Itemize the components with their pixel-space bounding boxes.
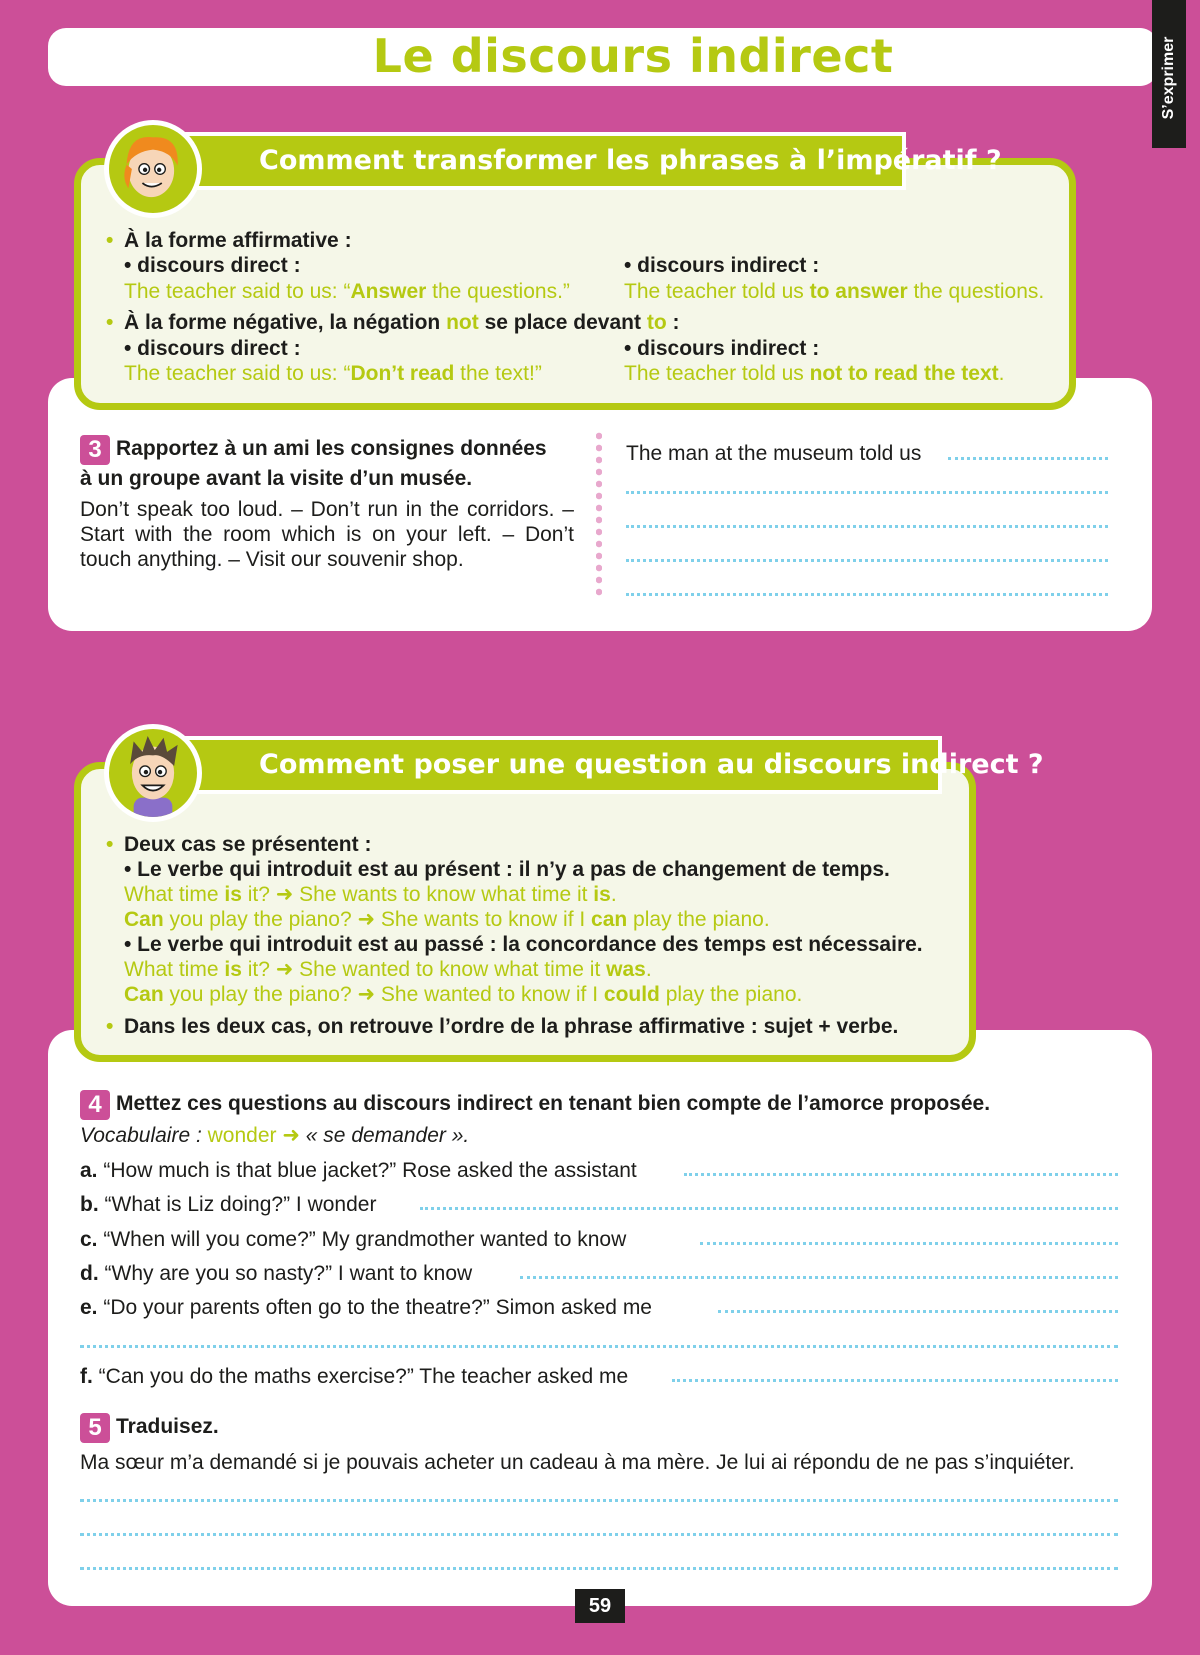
case1-example1: What time is it? ➜ She wants to know what time it is. <box>124 883 617 906</box>
item-b: b. “What is Liz doing?” I wonder <box>80 1193 377 1216</box>
bullet-icon: • <box>106 229 114 252</box>
answer-line[interactable] <box>80 1345 1118 1348</box>
item-a: a. “How much is that blue jacket?” Rose asked the assistant <box>80 1159 637 1182</box>
negative-indirect-label: • discours indirect : <box>624 337 820 360</box>
exercise5-text: Ma sœur m’a demandé si je pouvais acheter un cadeau à ma mère. Je lui ai répondu de ne pas s’inquiéter. <box>80 1451 1075 1474</box>
banner-questions: Comment poser une question au discours indirect ? <box>150 736 942 794</box>
questions-intro: • Deux cas se présentent : <box>106 833 372 856</box>
exercise4-number: 4 <box>80 1090 110 1120</box>
exercise3-number: 3 <box>80 435 110 465</box>
page-number: 59 <box>575 1589 625 1623</box>
affirmative-direct-label: • discours direct : <box>124 254 301 277</box>
avatar-boy-icon <box>104 724 202 822</box>
page-title: Le discours indirect <box>372 29 894 83</box>
answer-line[interactable] <box>520 1276 1118 1279</box>
title-bar <box>48 28 1158 86</box>
side-tab <box>1152 0 1186 148</box>
column-divider <box>596 430 602 600</box>
avatar-girl-icon <box>104 120 202 218</box>
affirmative-indirect-label: • discours indirect : <box>624 254 820 277</box>
answer-line[interactable] <box>684 1173 1118 1176</box>
negative-heading: • À la forme négative, la négation not se place devant to : <box>106 311 680 334</box>
negative-indirect-example: The teacher told us not to read the text. <box>624 362 1005 385</box>
exercise3-answer-start: The man at the museum told us <box>626 442 922 465</box>
answer-line[interactable] <box>80 1567 1118 1570</box>
case1: • Le verbe qui introduit est au présent : il n’y a pas de changement de temps. <box>124 858 890 881</box>
negative-direct-label: • discours direct : <box>124 337 301 360</box>
exercise5-instruction: 5 Traduisez. <box>80 1413 219 1443</box>
case2: • Le verbe qui introduit est au passé : la concordance des temps est nécessaire. <box>124 933 923 956</box>
answer-line[interactable] <box>420 1207 1118 1210</box>
answer-line[interactable] <box>626 525 1108 528</box>
side-tab-label: S’exprimer <box>1160 36 1177 120</box>
exercise4-instruction: 4 Mettez ces questions au discours indirect en tenant bien compte de l’amorce proposée. <box>80 1090 990 1120</box>
item-d: d. “Why are you so nasty?” I want to know <box>80 1262 473 1285</box>
bullet-icon: • <box>106 833 114 856</box>
answer-line[interactable] <box>948 457 1108 460</box>
case1-example2: Can you play the piano? ➜ She wants to know if I can play the piano. <box>124 908 770 931</box>
affirmative-heading: • À la forme affirmative : <box>106 229 352 252</box>
answer-line[interactable] <box>672 1379 1118 1382</box>
answer-line[interactable] <box>626 593 1108 596</box>
item-c: c. “When will you come?” My grandmother wanted to know <box>80 1228 627 1251</box>
affirmative-direct-example: The teacher said to us: “Answer the questions.” <box>124 280 570 303</box>
exercise5-number: 5 <box>80 1413 110 1443</box>
exercise4-vocab: Vocabulaire : wonder ➜ « se demander ». <box>80 1124 470 1147</box>
exercise3-instruction: 3 Rapportez à un ami les consignes données <box>80 435 547 465</box>
bullet-icon: • <box>106 311 114 334</box>
case2-example1: What time is it? ➜ She wanted to know what time it was. <box>124 958 652 981</box>
affirmative-indirect-example: The teacher told us to answer the questions. <box>624 280 1045 303</box>
answer-line[interactable] <box>80 1533 1118 1536</box>
answer-line[interactable] <box>626 559 1108 562</box>
answer-line[interactable] <box>80 1499 1118 1502</box>
exercise3-instruction-line2: à un groupe avant la visite d’un musée. <box>80 467 473 490</box>
negative-direct-example: The teacher said to us: “Don’t read the text!” <box>124 362 542 385</box>
conclusion: • Dans les deux cas, on retrouve l’ordre de la phrase affirmative : sujet + verbe. <box>106 1015 899 1038</box>
bullet-icon: • <box>106 1015 114 1038</box>
banner-imperative: Comment transformer les phrases à l’impératif ? <box>150 132 906 190</box>
item-f: f. “Can you do the maths exercise?” The teacher asked me <box>80 1365 629 1388</box>
exercise3-text: Don’t speak too loud. – Don’t run in the corridors. – Start with the room which is on your left. – Don’t touch anything. – Visit our souvenir shop. <box>80 498 574 571</box>
item-e: e. “Do your parents often go to the theatre?” Simon asked me <box>80 1296 652 1319</box>
answer-line[interactable] <box>718 1310 1118 1313</box>
answer-line[interactable] <box>626 491 1108 494</box>
case2-example2: Can you play the piano? ➜ She wanted to know if I could play the piano. <box>124 983 803 1006</box>
answer-line[interactable] <box>700 1242 1118 1245</box>
